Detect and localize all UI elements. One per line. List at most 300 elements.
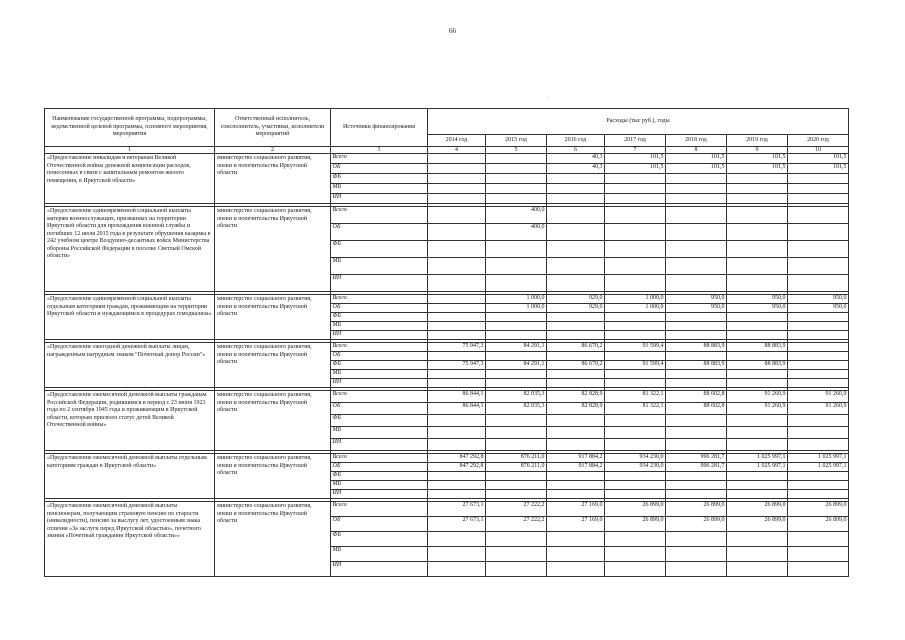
value-cell <box>486 370 547 379</box>
value-cell: 950,0 <box>666 304 727 313</box>
value-cell <box>486 352 547 361</box>
source-cell: ИИ <box>331 490 428 499</box>
value-cell <box>605 174 666 184</box>
value-cell <box>788 207 849 224</box>
value-cell: 84 291,1 <box>486 361 547 370</box>
value-cell: 876 211,0 <box>486 454 547 463</box>
source-cell: ИИ <box>331 331 428 340</box>
value-cell <box>428 562 486 577</box>
value-cell <box>788 532 849 547</box>
value-cell: 27 169,0 <box>547 517 605 532</box>
source-cell: Всего <box>331 454 428 463</box>
value-cell <box>605 331 666 340</box>
value-cell <box>727 439 788 451</box>
value-cell <box>666 439 727 451</box>
value-cell <box>547 472 605 481</box>
value-cell <box>727 562 788 577</box>
value-cell: 876 211,0 <box>486 463 547 472</box>
value-cell <box>727 490 788 499</box>
value-cell <box>666 322 727 331</box>
source-cell: ФБ <box>331 174 428 184</box>
responsible-cell: министерство социального развития, опеки и попечительства Иркутской области <box>215 295 331 340</box>
source-cell: ОБ <box>331 463 428 472</box>
source-cell: ОБ <box>331 517 428 532</box>
table-row <box>45 154 849 164</box>
value-cell <box>788 174 849 184</box>
value-cell <box>788 241 849 258</box>
source-cell: Всего <box>331 391 428 403</box>
table-row <box>45 343 849 352</box>
value-cell: 40,3 <box>547 164 605 174</box>
value-cell <box>666 275 727 292</box>
budget-table <box>44 108 849 577</box>
value-cell: 86 670,2 <box>547 343 605 352</box>
value-cell: 1 025 997,1 <box>727 463 788 472</box>
value-cell: 101,5 <box>666 164 727 174</box>
value-cell <box>428 439 486 451</box>
responsible-cell: министерство социального развития, опеки и попечительства Иркутской области <box>215 343 331 388</box>
source-cell: ФБ <box>331 532 428 547</box>
value-cell <box>727 313 788 322</box>
value-cell <box>486 547 547 562</box>
program-name-cell: «Предоставление единовременной социальной выплаты отдельным категориям граждан, проживающим на территории Иркутской области и нуждающимся в процедурах гемодиализа» <box>45 295 215 340</box>
header-source: Источники финансирования <box>331 109 428 147</box>
value-cell <box>547 322 605 331</box>
value-cell <box>788 361 849 370</box>
value-cell: 91 260,9 <box>788 391 849 403</box>
value-cell <box>727 322 788 331</box>
value-cell <box>547 379 605 388</box>
value-cell <box>605 258 666 275</box>
program-name-cell: «Предоставление инвалидам и ветеранам Великой Отечественной войны денежной компенсации расходов, понесенных в связи с капитальным ремонтом жилого помещения, в Иркутской области» <box>45 154 215 204</box>
value-cell <box>788 379 849 388</box>
value-cell: 950,0 <box>727 304 788 313</box>
value-cell: 82 828,9 <box>547 403 605 415</box>
value-cell: 1 025 997,1 <box>727 454 788 463</box>
value-cell: 88 883,9 <box>666 361 727 370</box>
value-cell: 27 673,1 <box>428 502 486 517</box>
value-cell <box>547 370 605 379</box>
value-cell: 847 292,8 <box>428 454 486 463</box>
column-number: 1 <box>45 147 215 154</box>
value-cell <box>486 562 547 577</box>
page-number: 66 <box>449 27 456 35</box>
value-cell <box>547 439 605 451</box>
value-cell <box>605 490 666 499</box>
value-cell: 101,5 <box>727 154 788 164</box>
value-cell <box>547 481 605 490</box>
value-cell: 26 899,0 <box>666 517 727 532</box>
value-cell <box>486 275 547 292</box>
value-cell <box>788 352 849 361</box>
value-cell <box>547 547 605 562</box>
table-row <box>45 207 849 224</box>
value-cell <box>605 275 666 292</box>
value-cell <box>605 352 666 361</box>
value-cell <box>547 313 605 322</box>
value-cell <box>547 174 605 184</box>
value-cell: 400,0 <box>486 207 547 224</box>
header-responsible: Ответственный исполнитель, соисполнитель, участники, исполнители мероприятий <box>215 109 331 147</box>
value-cell <box>428 207 486 224</box>
value-cell <box>666 427 727 439</box>
value-cell <box>727 331 788 340</box>
value-cell <box>428 415 486 427</box>
value-cell <box>428 295 486 304</box>
value-cell: 27 169,0 <box>547 502 605 517</box>
source-cell: ФБ <box>331 241 428 258</box>
column-number: 5 <box>486 147 547 154</box>
value-cell <box>428 352 486 361</box>
value-cell <box>547 352 605 361</box>
source-cell: МБ <box>331 427 428 439</box>
source-cell: ФБ <box>331 313 428 322</box>
value-cell: 75 947,3 <box>428 343 486 352</box>
value-cell: 40,3 <box>547 154 605 164</box>
value-cell: 91 260,9 <box>727 403 788 415</box>
value-cell <box>666 472 727 481</box>
value-cell: 847 292,8 <box>428 463 486 472</box>
source-cell: ИИ <box>331 194 428 204</box>
column-number: 2 <box>215 147 331 154</box>
value-cell <box>547 562 605 577</box>
value-cell <box>727 352 788 361</box>
value-cell: 91 260,9 <box>788 403 849 415</box>
value-cell: 101,5 <box>788 154 849 164</box>
value-cell <box>486 472 547 481</box>
value-cell: 101,5 <box>727 164 788 174</box>
value-cell <box>666 379 727 388</box>
header-year: 2014 год <box>428 135 486 147</box>
value-cell <box>605 481 666 490</box>
value-cell: 950,0 <box>788 304 849 313</box>
source-cell: МБ <box>331 322 428 331</box>
value-cell: 75 947,3 <box>428 361 486 370</box>
table-row <box>45 502 849 517</box>
value-cell: 88 602,8 <box>666 403 727 415</box>
value-cell <box>547 241 605 258</box>
value-cell: 82 035,3 <box>486 403 547 415</box>
value-cell <box>788 481 849 490</box>
value-cell <box>428 547 486 562</box>
value-cell <box>666 532 727 547</box>
value-cell <box>666 562 727 577</box>
column-number: 7 <box>605 147 666 154</box>
value-cell: 91 599,4 <box>605 343 666 352</box>
value-cell <box>727 275 788 292</box>
value-cell: 91 599,4 <box>605 361 666 370</box>
table-row <box>45 454 849 463</box>
responsible-cell: министерство социального развития, опеки и попечительства Иркутской области <box>215 154 331 204</box>
value-cell <box>486 490 547 499</box>
source-cell: ФБ <box>331 415 428 427</box>
value-cell: 86 844,1 <box>428 391 486 403</box>
value-cell: 26 899,0 <box>666 502 727 517</box>
source-cell: ОБ <box>331 403 428 415</box>
value-cell <box>428 472 486 481</box>
value-cell: 1 025 997,1 <box>788 454 849 463</box>
source-cell: ИИ <box>331 379 428 388</box>
table-row <box>45 295 849 304</box>
responsible-cell: министерство социального развития, опеки и попечительства Иркутской области <box>215 454 331 499</box>
value-cell <box>788 490 849 499</box>
value-cell: 26 899,0 <box>727 517 788 532</box>
value-cell <box>428 275 486 292</box>
value-cell <box>428 331 486 340</box>
value-cell <box>666 331 727 340</box>
value-cell: 91 260,9 <box>727 391 788 403</box>
value-cell <box>727 415 788 427</box>
program-name-cell: «Предоставление единовременной социальной выплаты матерям военнослужащих, призванных на территории Иркутской области для прохождения военной службы и погибших 12 июля 2015 года в результате обрушения казармы в 242 учебном центре Воздушно-десантных войск Министерства обороны Российской Федерации в поселке Светлый Омской области» <box>45 207 215 292</box>
value-cell <box>788 194 849 204</box>
value-cell <box>605 547 666 562</box>
value-cell <box>605 224 666 241</box>
value-cell <box>547 490 605 499</box>
value-cell: 996 281,7 <box>666 463 727 472</box>
column-number: 9 <box>727 147 788 154</box>
value-cell <box>428 241 486 258</box>
program-name-cell: «Предоставление ежемесячной денежной выплаты гражданам Российской Федерации, родившимся в период с 23 июня 1923 года по 2 сентября 1945 года и проживающим в Иркутской области, которым присвоен статус детей Великой Отечественной войны» <box>45 391 215 451</box>
value-cell <box>788 439 849 451</box>
value-cell <box>428 532 486 547</box>
source-cell: МБ <box>331 481 428 490</box>
value-cell <box>428 322 486 331</box>
value-cell <box>666 370 727 379</box>
value-cell <box>666 224 727 241</box>
value-cell: 88 883,9 <box>727 361 788 370</box>
value-cell: 88 883,9 <box>727 343 788 352</box>
value-cell: 86 844,1 <box>428 403 486 415</box>
header-year: 2017 год <box>605 135 666 147</box>
value-cell: 1 025 997,1 <box>788 463 849 472</box>
value-cell: 88 883,9 <box>666 343 727 352</box>
value-cell <box>428 194 486 204</box>
source-cell: МБ <box>331 258 428 275</box>
value-cell <box>486 379 547 388</box>
value-cell <box>428 370 486 379</box>
value-cell <box>605 472 666 481</box>
value-cell: 1 000,0 <box>605 295 666 304</box>
value-cell <box>605 194 666 204</box>
value-cell: 82 035,3 <box>486 391 547 403</box>
column-number: 8 <box>666 147 727 154</box>
value-cell <box>428 379 486 388</box>
value-cell <box>666 184 727 194</box>
column-number: 4 <box>428 147 486 154</box>
value-cell: 996 281,7 <box>666 454 727 463</box>
value-cell: 934 230,0 <box>605 463 666 472</box>
value-cell: 1 000,0 <box>486 304 547 313</box>
value-cell <box>486 481 547 490</box>
value-cell <box>727 174 788 184</box>
value-cell <box>486 331 547 340</box>
program-name-cell: «Предоставление ежегодной денежной выплаты лицам, награжденным нагрудным знаком "Почетный донор России"» <box>45 343 215 388</box>
value-cell <box>428 258 486 275</box>
header-year: 2016 год <box>547 135 605 147</box>
value-cell <box>727 379 788 388</box>
value-cell: 81 322,1 <box>605 391 666 403</box>
value-cell <box>727 481 788 490</box>
table-row <box>45 391 849 403</box>
value-cell: 101,5 <box>605 164 666 174</box>
source-cell: МБ <box>331 184 428 194</box>
value-cell: 86 670,2 <box>547 361 605 370</box>
value-cell <box>605 532 666 547</box>
value-cell <box>486 439 547 451</box>
column-number: 6 <box>547 147 605 154</box>
value-cell <box>605 415 666 427</box>
value-cell <box>788 472 849 481</box>
source-cell: ИИ <box>331 439 428 451</box>
value-cell <box>788 427 849 439</box>
header-year: 2019 год <box>727 135 788 147</box>
value-cell <box>428 313 486 322</box>
value-cell <box>486 322 547 331</box>
column-number: 3 <box>331 147 428 154</box>
value-cell <box>486 174 547 184</box>
value-cell <box>428 174 486 184</box>
value-cell: 950,0 <box>666 295 727 304</box>
value-cell <box>547 275 605 292</box>
value-cell: 84 291,1 <box>486 343 547 352</box>
value-cell <box>605 370 666 379</box>
value-cell <box>486 154 547 164</box>
responsible-cell: министерство социального развития, опеки и попечительства Иркутской области <box>215 207 331 292</box>
source-cell: Всего <box>331 154 428 164</box>
value-cell: 88 602,8 <box>666 391 727 403</box>
header-year: 2018 год <box>666 135 727 147</box>
source-cell: ФБ <box>331 472 428 481</box>
source-cell: Всего <box>331 343 428 352</box>
value-cell <box>605 184 666 194</box>
value-cell <box>666 174 727 184</box>
source-cell: ОБ <box>331 352 428 361</box>
value-cell: 917 884,2 <box>547 454 605 463</box>
value-cell <box>666 313 727 322</box>
column-number: 10 <box>788 147 849 154</box>
source-cell: МБ <box>331 547 428 562</box>
value-cell <box>547 532 605 547</box>
value-cell <box>605 241 666 258</box>
value-cell: 101,5 <box>605 154 666 164</box>
value-cell <box>605 313 666 322</box>
responsible-cell: министерство социального развития, опеки и попечительства Иркутской области <box>215 391 331 451</box>
source-cell: ФБ <box>331 361 428 370</box>
value-cell <box>605 562 666 577</box>
value-cell <box>547 224 605 241</box>
value-cell <box>605 207 666 224</box>
value-cell: 950,0 <box>788 295 849 304</box>
value-cell <box>547 427 605 439</box>
value-cell <box>788 370 849 379</box>
value-cell <box>727 547 788 562</box>
value-cell <box>547 415 605 427</box>
value-cell <box>788 258 849 275</box>
value-cell <box>727 207 788 224</box>
value-cell <box>666 241 727 258</box>
value-cell <box>547 194 605 204</box>
value-cell <box>727 370 788 379</box>
value-cell: 27 222,2 <box>486 502 547 517</box>
value-cell: 929,0 <box>547 295 605 304</box>
value-cell <box>666 547 727 562</box>
value-cell: 81 322,1 <box>605 403 666 415</box>
value-cell: 101,5 <box>788 164 849 174</box>
value-cell <box>788 224 849 241</box>
value-cell <box>428 224 486 241</box>
source-cell: ОБ <box>331 224 428 241</box>
value-cell <box>666 194 727 204</box>
value-cell: 26 899,0 <box>788 517 849 532</box>
value-cell: 27 222,2 <box>486 517 547 532</box>
value-cell <box>486 313 547 322</box>
header-year: 2015 год <box>486 135 547 147</box>
value-cell <box>727 241 788 258</box>
value-cell <box>486 164 547 174</box>
value-cell <box>666 415 727 427</box>
value-cell <box>727 258 788 275</box>
source-cell: ИИ <box>331 275 428 292</box>
value-cell <box>428 184 486 194</box>
value-cell: 101,5 <box>666 154 727 164</box>
value-cell <box>428 154 486 164</box>
value-cell <box>486 258 547 275</box>
value-cell <box>788 562 849 577</box>
value-cell: 26 899,0 <box>605 517 666 532</box>
value-cell <box>666 481 727 490</box>
value-cell <box>788 415 849 427</box>
value-cell <box>428 481 486 490</box>
value-cell: 27 673,1 <box>428 517 486 532</box>
value-cell <box>605 427 666 439</box>
value-cell <box>727 224 788 241</box>
value-cell <box>428 490 486 499</box>
value-cell <box>428 304 486 313</box>
source-cell: ИИ <box>331 562 428 577</box>
header-expenses: Расходы (тыс руб.), годы <box>428 109 849 135</box>
value-cell <box>727 194 788 204</box>
value-cell <box>486 415 547 427</box>
program-name-cell: «Предоставление ежемесячной денежной выплаты пенсионерам, получающим страховую пенсию по старости (инвалидности), пенсию за выслугу лет, удостоенным знака отличия «За заслуги перед Иркутской областью», почетного звания «Почетный гражданин Иркутской области»» <box>45 502 215 577</box>
program-name-cell: «Предоставление ежемесячной денежной выплаты отдельным категориям граждан в Иркутской области» <box>45 454 215 499</box>
source-cell: Всего <box>331 295 428 304</box>
value-cell: 917 884,2 <box>547 463 605 472</box>
value-cell <box>788 343 849 352</box>
value-cell <box>727 427 788 439</box>
value-cell: 82 828,9 <box>547 391 605 403</box>
value-cell: 1 000,0 <box>486 295 547 304</box>
header-year: 2020 год <box>788 135 849 147</box>
value-cell <box>547 184 605 194</box>
value-cell <box>666 258 727 275</box>
value-cell: 1 000,0 <box>605 304 666 313</box>
value-cell <box>547 331 605 340</box>
value-cell: 950,0 <box>727 295 788 304</box>
value-cell: 26 899,0 <box>727 502 788 517</box>
value-cell: 929,0 <box>547 304 605 313</box>
value-cell <box>788 331 849 340</box>
value-cell <box>727 472 788 481</box>
value-cell <box>788 275 849 292</box>
value-cell <box>605 379 666 388</box>
table-body <box>45 154 849 577</box>
source-cell: ОБ <box>331 164 428 174</box>
scan-mark: · <box>547 95 549 101</box>
header-program: Наименование государственной программы, подпрограммы, ведомственной целевой программы, основного мероприятия, мероприятия <box>45 109 215 147</box>
value-cell <box>727 184 788 194</box>
value-cell <box>486 241 547 258</box>
value-cell <box>666 490 727 499</box>
